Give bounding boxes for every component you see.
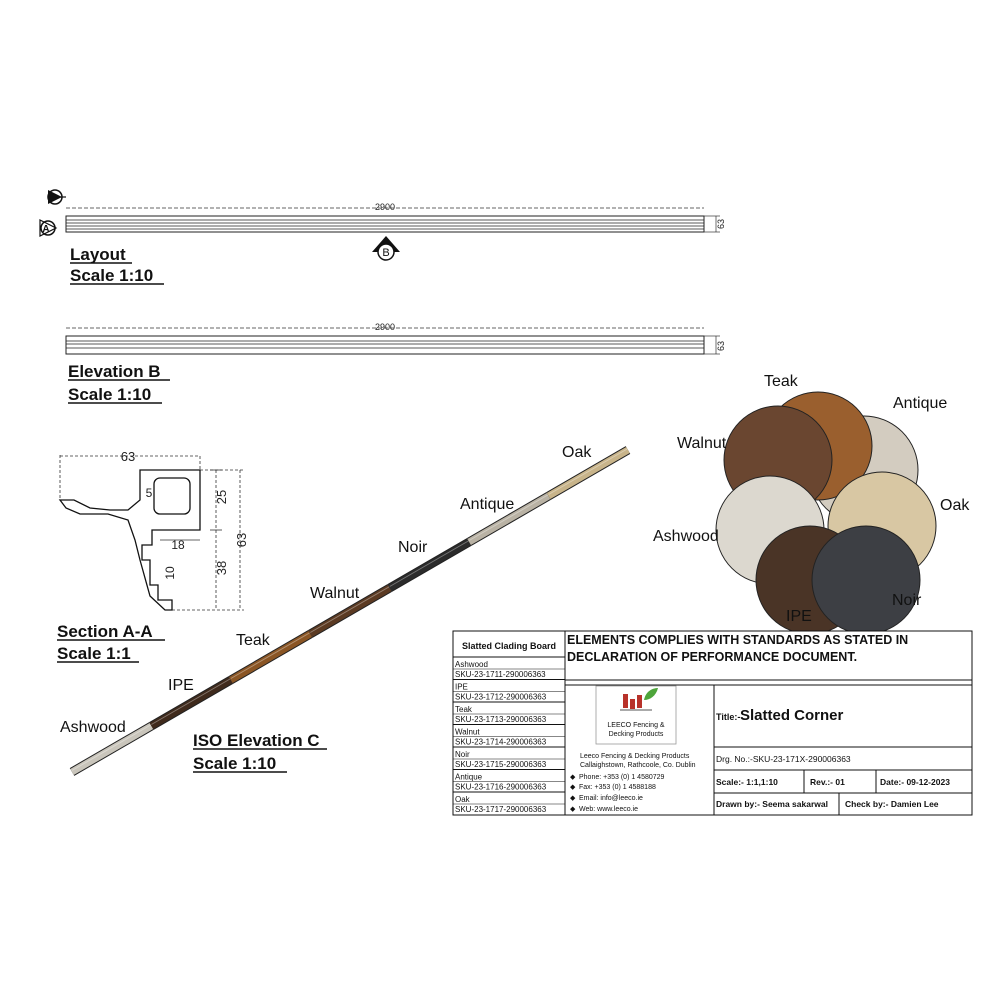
colour-swatch-wheel (653, 373, 970, 634)
product-sku: SKU-23-1714-290006363 (455, 737, 547, 747)
drawn-by: Drawn by:- Seema sakarwal (716, 799, 828, 809)
section-hollow (154, 478, 190, 514)
bullet-icon: ◆ (570, 774, 576, 781)
swatch-label-ipe: IPE (786, 608, 812, 625)
logo-text-2: Decking Products (608, 731, 664, 738)
product-name: Teak (455, 705, 472, 714)
section-marker-icon (48, 190, 66, 204)
iso-label-ipe: IPE (168, 677, 194, 694)
layout-board-outline (66, 216, 704, 232)
elevation-height-dim: 63 (716, 340, 726, 352)
product-name: Antique (455, 772, 483, 782)
elevation-length-dim: 2900 (374, 322, 396, 332)
logo-text-1: LEECO Fencing & (607, 722, 665, 729)
section-aa-view (57, 449, 249, 663)
iso-title: ISO Elevation C (193, 731, 320, 750)
dim-height: 63 (234, 532, 249, 548)
iso-label-walnut: Walnut (310, 585, 360, 602)
iso-scale: Scale 1:10 (193, 754, 277, 773)
elevation-scale: Scale 1:10 (68, 385, 152, 404)
drawing-title: Slatted Corner (740, 707, 844, 724)
product-name: Noir (455, 750, 470, 759)
product-sku: SKU-23-1717-290006363 (455, 805, 547, 814)
product-name: Ashwood (455, 660, 488, 669)
product-sku: SKU-23-1711-290006363 (455, 670, 546, 679)
iso-label-noir: Noir (398, 539, 428, 556)
company-web: Web: www.leeco.ie (579, 806, 639, 813)
product-name: Walnut (455, 727, 480, 737)
product-name: IPE (455, 682, 468, 692)
layout-view (40, 190, 726, 285)
iso-label-ashwood: Ashwood (60, 719, 126, 736)
dim-inner-width: 18 (171, 538, 185, 552)
section-marker-a-icon (40, 220, 56, 236)
product-sku: SKU-23-1715-290006363 (455, 760, 547, 769)
product-name: Oak (455, 795, 470, 804)
dim-lower: 38 (214, 560, 229, 576)
swatch-label-ashwood: Ashwood (653, 528, 719, 545)
marker-a-label: A (42, 224, 50, 235)
product-table-header: Slatted Clading Board (461, 641, 557, 651)
layout-title: Layout (70, 245, 126, 264)
swatch-label-noir: Noir (892, 592, 922, 609)
drawing-scale: Scale:- 1:1,1:10 (716, 777, 778, 787)
dim-upper: 25 (214, 489, 229, 505)
section-marker-b-icon (372, 236, 400, 260)
checked-by: Check by:- Damien Lee (845, 799, 939, 809)
elevation-b-view (66, 322, 726, 404)
elevation-title: Elevation B (68, 362, 161, 381)
compliance-line-2: DECLARATION OF PERFORMANCE DOCUMENT. (567, 650, 858, 664)
swatch-label-teak: Teak (764, 373, 798, 390)
bullet-icon: ◆ (570, 795, 576, 802)
company-phone: Phone: +353 (0) 1 4580729 (579, 774, 665, 781)
iso-label-teak: Teak (236, 632, 270, 649)
title-block (453, 631, 972, 815)
drawing-number: Drg. No.:-SKU-23-171X-290006363 (716, 754, 851, 764)
swatch-label-oak: Oak (940, 497, 970, 514)
dim-lip: 5 (145, 486, 153, 500)
swatch-label-antique: Antique (893, 395, 948, 412)
layout-height-dim: 63 (716, 218, 726, 230)
drawing-revision: Rev.:- 01 (810, 777, 845, 787)
marker-b-label: B (382, 247, 390, 259)
compliance-line-1: ELEMENTS COMPLIES WITH STANDARDS AS STATED IN (567, 633, 909, 647)
company-fax: Fax: +353 (0) 1 4588188 (579, 784, 656, 791)
iso-label-oak: Oak (562, 444, 592, 461)
elevation-board-outline (66, 336, 704, 354)
drawing-date: Date:- 09-12-2023 (880, 777, 950, 787)
iso-label-antique: Antique (460, 496, 515, 513)
section-title: Section A-A (57, 622, 153, 641)
company-address: Callaighstown, Rathcoole, Co. Dublin (580, 762, 696, 769)
company-email: Email: info@leeco.ie (579, 795, 643, 802)
product-sku: SKU-23-1716-290006363 (455, 782, 547, 792)
dim-width: 63 (120, 449, 136, 464)
layout-scale: Scale 1:10 (70, 266, 154, 285)
bullet-icon: ◆ (570, 806, 576, 813)
dim-groove: 10 (163, 566, 177, 580)
company-name: Leeco Fencing & Decking Products (580, 753, 690, 760)
bullet-icon: ◆ (570, 784, 576, 791)
swatch-label-walnut: Walnut (677, 435, 727, 452)
section-scale: Scale 1:1 (57, 644, 131, 663)
title-label: Title:- (716, 712, 741, 722)
product-sku: SKU-23-1712-290006363 (455, 692, 547, 702)
product-sku: SKU-23-1713-290006363 (455, 715, 547, 724)
layout-length-dim: 2900 (374, 202, 396, 212)
swatch-noir (812, 526, 920, 634)
